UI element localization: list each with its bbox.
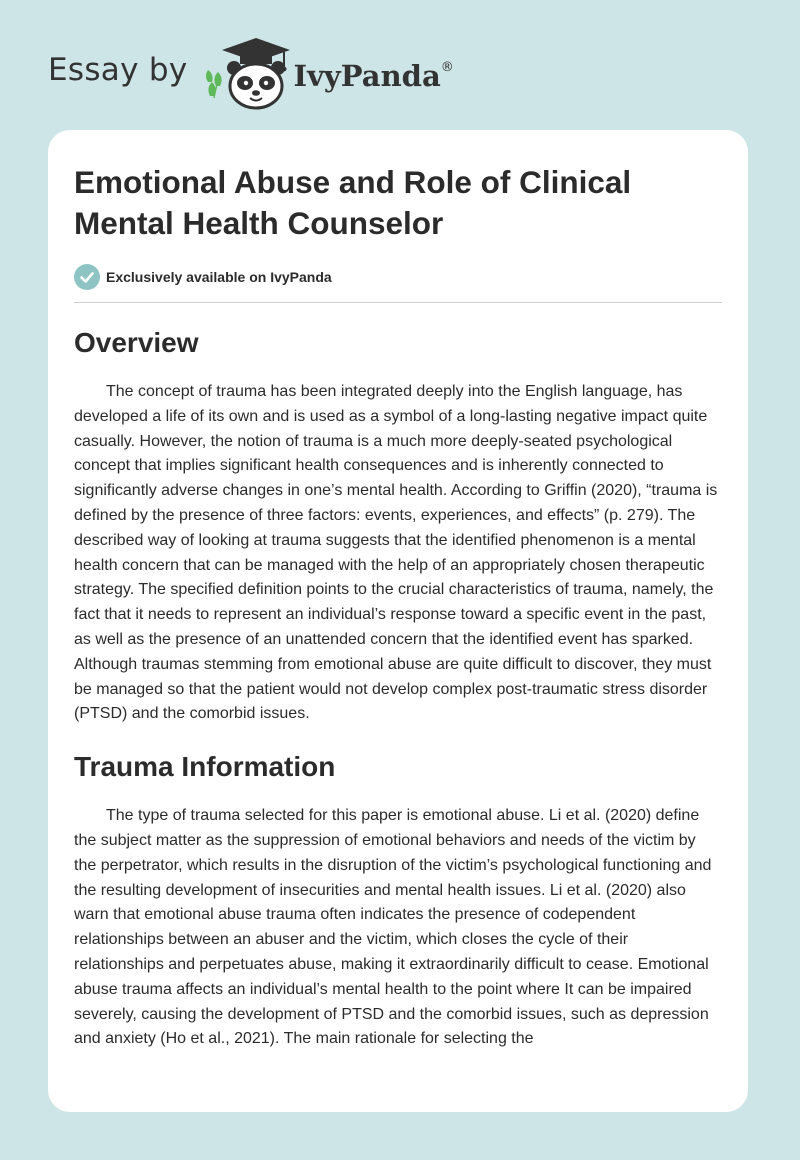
brand-name-text: IvyPanda [293,59,441,93]
article-card [48,130,748,1112]
panda-graduate-icon [204,36,290,110]
registered-mark: ® [440,60,454,76]
brand-name [294,59,454,93]
section-paragraph-trauma-information: The type of trauma selected for this paper is emotional abuse. Li et al. (2020) define the subject matter as the suppression of emotional behaviors and needs of the victim by the perpetrator, which results in the disruption of the victim’s psychological functioning and the resulting development of insecurities and mental health issues. Li et al. (2020) also warn that emotional abuse trauma often indicates the presence of codependent relationships between an abuser and the victim, which closes the cycle of their relationships and perpetuates abuse, making it extraordinarily difficult to cease. Emotional abuse trauma affects an individual’s mental health to the point where It can be impaired severely, causing the development of PTSD and the comorbid issues, such as depression and anxiety (Ho et al., 2021). The main rationale for selecting the [74,807,712,1048]
article-title: Emotional Abuse and Role of Clinical Mental Health Counselor [74,164,632,241]
section-heading-overview: Overview [74,327,199,358]
brand-prefix: Essay by [48,52,188,88]
brand-header[interactable] [48,36,454,110]
exclusive-badge-text: Exclusively available on IvyPanda [106,269,332,285]
section-paragraph-overview: The concept of trauma has been integrated deeply into the English language, has developed a life of its own and is used as a symbol of a long-lasting negative impact quite casually. However, the notion of trauma is a much more deeply-seated psychological concept that implies significant health consequences and is inherently connected to significantly adverse changes in one’s mental health. According to Griffin (2020), “trauma is defined by the presence of three factors: events, experiences, and effects” (p. 279). The described way of looking at trauma suggests that the identified phenomenon is a mental health concern that can be managed with the help of an appropriately chosen therapeutic strategy. The specified definition points to the crucial characteristics of trauma, namely, the fact that it needs to represent an individual’s response toward a specific event in the past, as well as the presence of an unattended concern that the identified event has sparked. Although traumas stemming from emotional abuse are quite difficult to discover, they must be managed so that the patient would not develop complex post-traumatic stress disorder (PTSD) and the comorbid issues. [74,383,718,723]
exclusive-badge [74,264,722,303]
section-heading-trauma-information: Trauma Information [74,751,336,783]
check-circle-icon [74,264,100,290]
